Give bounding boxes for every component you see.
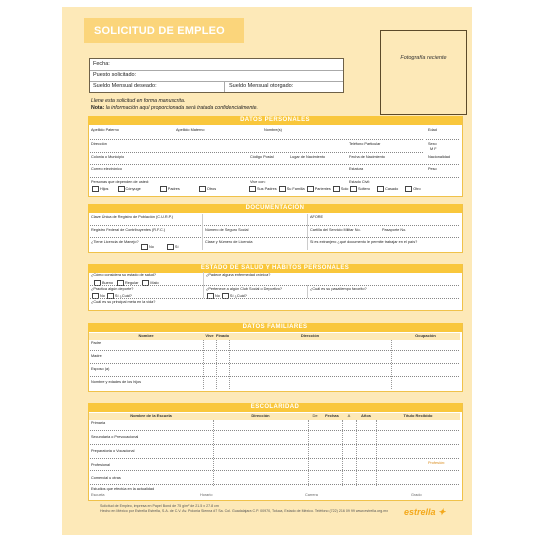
col-divider (342, 420, 343, 486)
divider (307, 285, 308, 298)
pasaporte-label: Pasaporte No. (382, 228, 407, 232)
opt-no: No (100, 293, 105, 298)
field-line[interactable] (90, 285, 459, 286)
salud-q5: ¿Cuál es su pasatiempo favorito? (310, 287, 367, 291)
divider (203, 272, 204, 298)
field-line[interactable] (90, 298, 459, 299)
opt-su-familia: Su Familia (286, 186, 305, 191)
dependen-label: Personas que dependen de usted: (91, 180, 150, 184)
col-divider (308, 420, 309, 486)
row-madre: Madre (91, 354, 102, 358)
row-comercial: Comercial u otras (91, 476, 121, 480)
row-actual: Estudios que efectúa en la actualidad (91, 487, 155, 491)
clase-licencia-label: Clase y Número de Licencia (205, 240, 253, 244)
checkbox[interactable] (405, 186, 412, 192)
bottom-horario: Horario (200, 493, 213, 497)
col-nombre: Nombre (138, 333, 154, 338)
col-anos: Años (361, 413, 371, 418)
table-row-line[interactable] (90, 430, 459, 431)
checkbox[interactable] (167, 244, 174, 250)
opt-casado: Casado (385, 186, 399, 191)
opt-si-cual: Sí ¿Cuál? (114, 293, 132, 298)
table-row-line[interactable] (90, 376, 459, 377)
col-direccion: Dirección (300, 333, 320, 338)
col-divider (356, 420, 357, 486)
table-row-line[interactable] (90, 444, 459, 445)
escolaridad-header: ESCOLARIDAD (88, 403, 462, 412)
col-finado: Finado (216, 333, 230, 338)
correo-label: Correo electrónico (91, 167, 123, 171)
salud-q6: ¿Cuál es su principal meta en la vida? (91, 300, 156, 304)
checkbox[interactable] (199, 186, 206, 192)
dependientes-options[interactable] (91, 186, 216, 192)
estatura-label: Estatura (349, 167, 364, 171)
field-line[interactable] (90, 152, 423, 153)
salud-q3: ¿Practica algún deporte? (91, 287, 134, 291)
divider (224, 81, 225, 92)
fecha-field[interactable]: Fecha: (90, 59, 343, 71)
checkbox[interactable] (307, 186, 314, 192)
form-title: SOLICITUD DE EMPLEO (84, 18, 244, 43)
licencia-options[interactable] (140, 244, 179, 250)
afore-label: AFORE (310, 215, 324, 219)
row-primaria: Primaria (91, 421, 106, 425)
opt-conyuge: Cónyuge (125, 186, 141, 191)
table-row-line[interactable] (90, 350, 459, 351)
col-de: De (312, 413, 318, 418)
puesto-field[interactable]: Puesto solicitado: (90, 70, 343, 82)
col-nombre-escuela: Nombre de la Escuela (130, 413, 172, 418)
col-divider (391, 340, 392, 389)
col-vive: Vive (205, 333, 214, 338)
peso-label: Peso (428, 167, 437, 171)
profesion-label: Profesión: (428, 461, 446, 465)
sexo-opts: M F (430, 147, 437, 151)
familiares-header: DATOS FAMILIARES (88, 323, 462, 332)
colonia-label: Colonia o Municipio (91, 155, 125, 159)
note-bold: Nota: (91, 104, 105, 111)
lugar-nacimiento-label: Lugar de Nacimiento (290, 155, 326, 159)
col-divider (229, 340, 230, 389)
documentacion-header: DOCUMENTACIÓN (88, 204, 462, 213)
note-line-2: la información aquí proporcionada será tratada confidencialmente. (104, 104, 258, 111)
col-titulo: Título Recibido (403, 413, 433, 418)
field-line[interactable] (90, 139, 423, 140)
opt-parientes: Parientes (314, 186, 331, 191)
licencia-label: ¿Tiene Licencia de Manejo? (91, 240, 139, 244)
sexo-label: Sexo (428, 142, 437, 146)
col-divider (376, 420, 377, 486)
vive-con-label: Vive con: (250, 180, 266, 184)
edad-label: Edad (428, 128, 437, 132)
field-line[interactable] (90, 237, 459, 238)
checkbox[interactable] (350, 186, 357, 192)
star-icon: ✦ (438, 507, 446, 517)
sexo-options[interactable] (430, 147, 437, 152)
opt-bueno: Bueno (102, 280, 113, 285)
table-row-line[interactable] (90, 458, 459, 459)
col-divider (213, 420, 214, 486)
salud-q2: ¿Padece alguna enfermedad crónica? (206, 273, 271, 277)
checkbox[interactable] (249, 186, 256, 192)
col-a: A (347, 413, 351, 418)
bottom-carrera: Carrera (305, 493, 318, 497)
opt-padres: Padres (167, 186, 180, 191)
telefono-label: Teléfono Particular (349, 142, 381, 146)
opt-regular: Regular (125, 280, 139, 285)
col-fechas: Fechas (325, 413, 339, 418)
opt-si: Sí (174, 244, 179, 249)
curp-label: Clave Única de Registro de Población (C.U.R.P.) (91, 215, 174, 219)
opt-no: No (215, 293, 220, 298)
checkbox[interactable] (333, 186, 340, 192)
opt-malo: Malo (150, 280, 159, 285)
salud-q4: ¿Pertenece a algún Club Social o Deportivo? (206, 287, 282, 291)
apellido-materno-label: Apellido Materno (176, 128, 205, 132)
estado-civil-label: Estado Civil: (349, 180, 371, 184)
checkbox[interactable] (377, 186, 384, 192)
codigo-postal-label: Código Postal (250, 155, 274, 159)
datos-personales-header: DATOS PERSONALES (88, 116, 462, 125)
photo-box (380, 30, 467, 115)
nombres-label: Nombre(s) (264, 128, 282, 132)
row-esposo: Esposo (a) (91, 367, 110, 371)
direccion-label: Dirección (91, 142, 107, 146)
cartilla-label: Cartilla del Servicio Militar No. (310, 228, 361, 232)
brand-logo (404, 507, 446, 518)
salud-header: ESTADO DE SALUD Y HÁBITOS PERSONALES (88, 264, 462, 273)
checkbox[interactable] (92, 186, 99, 192)
table-row-line[interactable] (90, 470, 459, 471)
divider (202, 214, 203, 250)
extranjero-label: Si es extranjero ¿qué documento le permite trabajar en el país? (310, 240, 418, 244)
vive-con-options[interactable] (248, 186, 348, 192)
col-divider (203, 340, 204, 389)
footer-line-2: Hecho en México por Estrella Estrella, S.A. de C.V. Av. Polonia Sienna #7 Sa. Col. Guadalajara C.P. 00970, Toluca, Estado de México. Teléfono (722) 216 09 99 www.estrella.org.mx (100, 509, 388, 513)
row-hijos: Nombre y edades de los hijos (91, 380, 142, 384)
col-direccion: Dirección (251, 413, 270, 418)
footer-line-1: Solicitud de Empleo, impresa en Papel Bond de 75 g/m² de 21.5 x 27.8 cm (100, 504, 219, 508)
field-line[interactable] (90, 177, 459, 178)
row-profesional: Profesional (91, 463, 110, 467)
col-divider (216, 340, 217, 389)
row-secundaria: Secundaria o Prevocacional (91, 435, 139, 439)
photo-label: Fotografía reciente (400, 55, 447, 61)
row-padre: Padre (91, 341, 102, 345)
note-line-1: Llene esta solicitud en forma manuscrita. (91, 98, 186, 104)
row-preparatoria: Preparatoria o Vocacional (91, 449, 135, 453)
rfc-label: Registro Federal de Contribuyentes (R.F.C.) (91, 228, 166, 232)
estado-civil-options[interactable] (349, 186, 421, 192)
field-line[interactable] (426, 139, 459, 140)
nss-label: Número de Seguro Social (205, 228, 249, 232)
field-line[interactable] (90, 164, 459, 165)
nacionalidad-label: Nacionalidad (428, 155, 450, 159)
checkbox[interactable] (118, 186, 125, 192)
checkbox[interactable] (141, 244, 148, 250)
col-ocupacion: Ocupación (415, 333, 436, 338)
divider (307, 214, 308, 250)
sueldo-otorgado-field[interactable]: Sueldo Mensual otorgado: (229, 83, 294, 89)
bottom-grado: Grado (411, 493, 422, 497)
opt-sus-padres: Sus Padres (257, 186, 277, 191)
opt-hijos: Hijos (100, 186, 109, 191)
brand-name: estrella (404, 507, 436, 517)
instructions-note (91, 98, 258, 111)
checkbox[interactable] (160, 186, 167, 192)
opt-soltero: Soltero (358, 186, 371, 191)
footer (100, 504, 388, 514)
opt-solo: Solo (340, 186, 349, 191)
opt-no: No (149, 244, 154, 249)
table-row-line[interactable] (90, 363, 459, 364)
sueldo-deseado-field[interactable]: Sueldo Mensual deseado: (93, 83, 157, 89)
apellido-paterno-label: Apellido Paterno (91, 128, 119, 132)
field-line[interactable] (90, 225, 459, 226)
opt-si-cual: Sí ¿Cuál? (229, 293, 247, 298)
salud-q1: ¿Cómo considera su estado de salud? (91, 273, 157, 277)
application-info-box (89, 58, 344, 93)
fecha-nacimiento-label: Fecha de Nacimiento (349, 155, 385, 159)
table-row-line[interactable] (90, 484, 459, 485)
checkbox[interactable] (279, 186, 286, 192)
opt-otro: Otro (413, 186, 421, 191)
bottom-escuela: Escuela (91, 493, 105, 497)
opt-otros: Otros (206, 186, 217, 191)
